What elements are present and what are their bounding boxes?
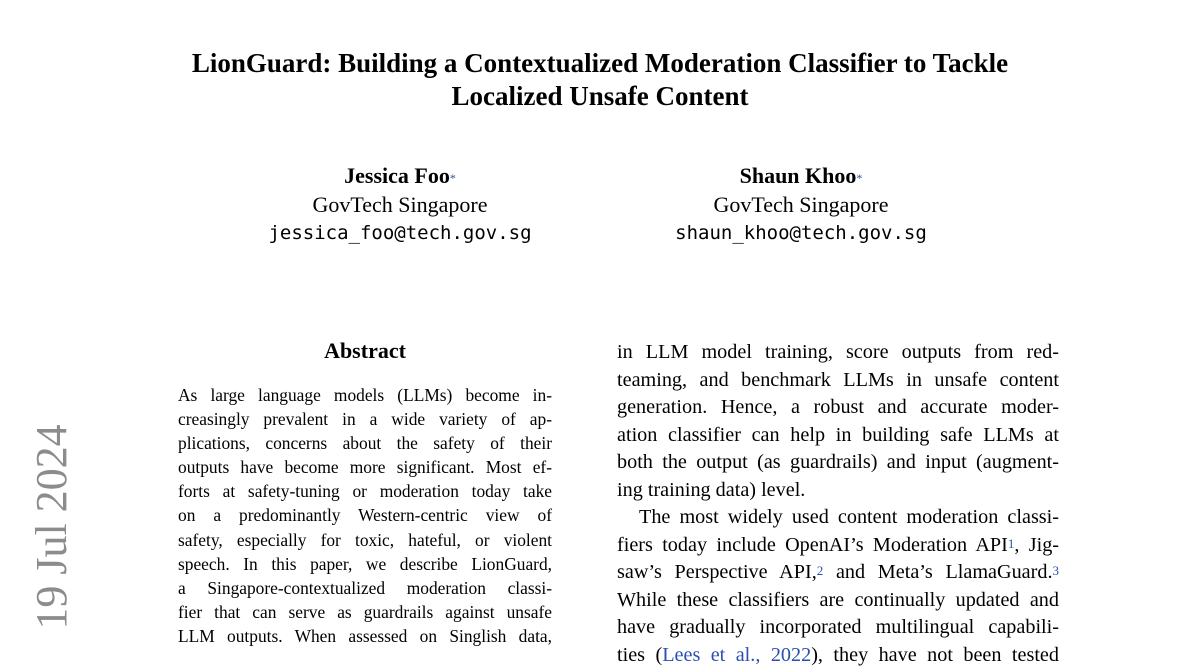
arxiv-date-stamp: 19 Jul 2024	[27, 424, 76, 630]
abstract-line: LLM outputs. When assessed on Singlish data,	[178, 625, 552, 646]
author-email: shaun_khoo@tech.gov.sg	[675, 222, 927, 244]
body-line-clipped: ties (Lees et al., 2022), they have not been tested	[617, 643, 1059, 666]
author-affiliation: GovTech Singapore	[713, 192, 889, 217]
abstract-line: outputs have become more significant. Most ef-	[178, 457, 552, 478]
author-name: Jessica Foo*	[344, 163, 456, 188]
body-line: generation. Hence, a robust and accurate moder-	[617, 396, 1059, 418]
paper-title-line-1: LionGuard: Building a Contextualized Moderation Classifier to Tackle	[191, 48, 1009, 78]
body-line: While these classifiers are continually updated and	[617, 588, 1059, 611]
body-line: both the output (as guardrails) and input (augment-	[617, 451, 1059, 473]
body-line: ing training data) level.	[617, 478, 806, 501]
abstract-heading: Abstract	[324, 338, 406, 363]
abstract-line: plications, concerns about the safety of their	[178, 433, 552, 454]
paper-title-line-2: Localized Unsafe Content	[451, 81, 749, 111]
citation-link[interactable]: Lees et al., 2022	[662, 643, 812, 666]
abstract-line: fier that can serve as guardrails against unsafe	[178, 601, 552, 622]
body-line: The most widely used content moderation classi-	[639, 506, 1059, 528]
abstract-line: speech. In this paper, we describe LionGuard,	[178, 553, 552, 574]
equal-contribution-mark[interactable]: *	[856, 171, 863, 185]
abstract-line: As large language models (LLMs) become in-	[178, 385, 552, 405]
body-line: saw’s Perspective API,$^2$ and Meta’s LlamaGuard.$^3$	[617, 561, 1059, 583]
footnote-ref-3[interactable]: 3	[1052, 563, 1059, 578]
abstract-line: safety, especially for toxic, hateful, or violent	[178, 529, 552, 550]
author-block-1	[230, 162, 570, 247]
abstract-text	[178, 383, 552, 648]
author-affiliation: GovTech Singapore	[312, 192, 488, 217]
abstract-line: a Singapore-contextualized moderation classi-	[178, 577, 552, 598]
author-email: jessica_foo@tech.gov.sg	[268, 222, 532, 244]
equal-contribution-mark[interactable]: *	[449, 171, 456, 185]
abstract-line: creasingly prevalent in a wide variety of ap-	[178, 409, 552, 430]
body-line: have gradually incorporated multilingual capabili-	[617, 616, 1059, 638]
body-line: ation classifier can help in building safe LLMs at	[617, 423, 1059, 446]
author-block-2	[631, 162, 971, 247]
paper-title	[0, 47, 1200, 113]
abstract-line: forts at safety-tuning or moderation today take	[178, 481, 552, 502]
body-line: teaming, and benchmark LLMs in unsafe content	[617, 368, 1059, 391]
body-line: in LLM model training, score outputs from red-	[617, 341, 1059, 363]
author-name: Shaun Khoo*	[739, 163, 863, 188]
footnote-ref-2[interactable]: 2	[816, 563, 824, 578]
footnote-ref-1[interactable]: 1	[1007, 535, 1015, 551]
abstract-line: on a predominantly Western-centric view of	[178, 505, 552, 526]
body-line: fiers today include OpenAI’s Moderation API$^1$, Jig-	[617, 533, 1060, 556]
introduction-text	[617, 339, 1060, 666]
